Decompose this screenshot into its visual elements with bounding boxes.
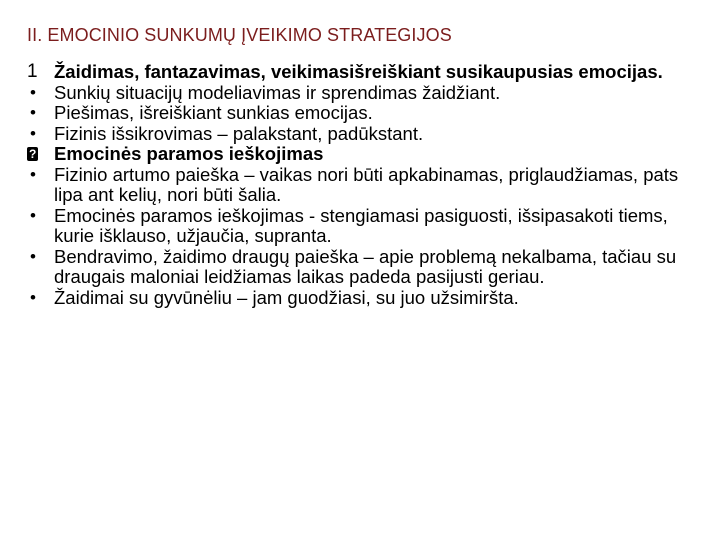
replacement-glyph-icon xyxy=(27,144,51,165)
list-item xyxy=(27,165,707,206)
list-item-text: Fizinis išsikrovimas – palakstant, padūkstant. xyxy=(54,122,424,144)
list-item xyxy=(27,83,707,104)
list-item-text: Emocinės paramos ieškojimas - stengiamasi pasiguosti, išsipasakoti tiems, kurie išklauso, užjaučia, supranta. xyxy=(54,204,668,246)
bullet-icon: • xyxy=(30,123,36,143)
list-item xyxy=(27,288,707,309)
heading-text: Žaidimas, fantazavimas, veikimasišreiškiant susikaupusias emocijas. xyxy=(54,61,663,82)
list-item-text: Fizinio artumo paieška – vaikas nori būti apkabinamas, priglaudžiamas, pats lipa ant kelių, nori būti šalia. xyxy=(54,163,679,205)
list-item xyxy=(27,206,707,247)
heading-number: 1 xyxy=(27,61,38,82)
list-item-text: Sunkių situacijų modeliavimas ir sprendimas žaidžiant. xyxy=(54,81,501,103)
content-list xyxy=(27,62,707,308)
list-heading-2 xyxy=(27,144,707,165)
list-item xyxy=(27,103,707,124)
heading-text: Emocinės paramos ieškojimas xyxy=(54,143,324,164)
list-item-text: Piešimas, išreiškiant sunkias emocijas. xyxy=(54,102,373,123)
list-item-text: Bendravimo, žaidimo draugų paieška – apie problemą nekalbama, tačiau su draugais maloniai leidžiamas laikas padeda pasijusti geriau. xyxy=(54,245,677,287)
slide-title: II. EMOCINIO SUNKUMŲ ĮVEIKIMO STRATEGIJOS xyxy=(27,25,452,45)
list-item xyxy=(27,247,707,288)
bullet-icon: • xyxy=(30,82,36,102)
list-heading-1 xyxy=(27,62,707,83)
list-item xyxy=(27,124,707,145)
bullet-icon: • xyxy=(30,246,36,266)
bullet-icon: • xyxy=(30,164,36,184)
bullet-icon: • xyxy=(30,287,36,307)
bullet-icon: • xyxy=(30,103,36,122)
bullet-icon: • xyxy=(30,205,36,225)
list-item-text: Žaidimai su gyvūnėliu – jam guodžiasi, su juo užsimiršta. xyxy=(54,286,519,308)
